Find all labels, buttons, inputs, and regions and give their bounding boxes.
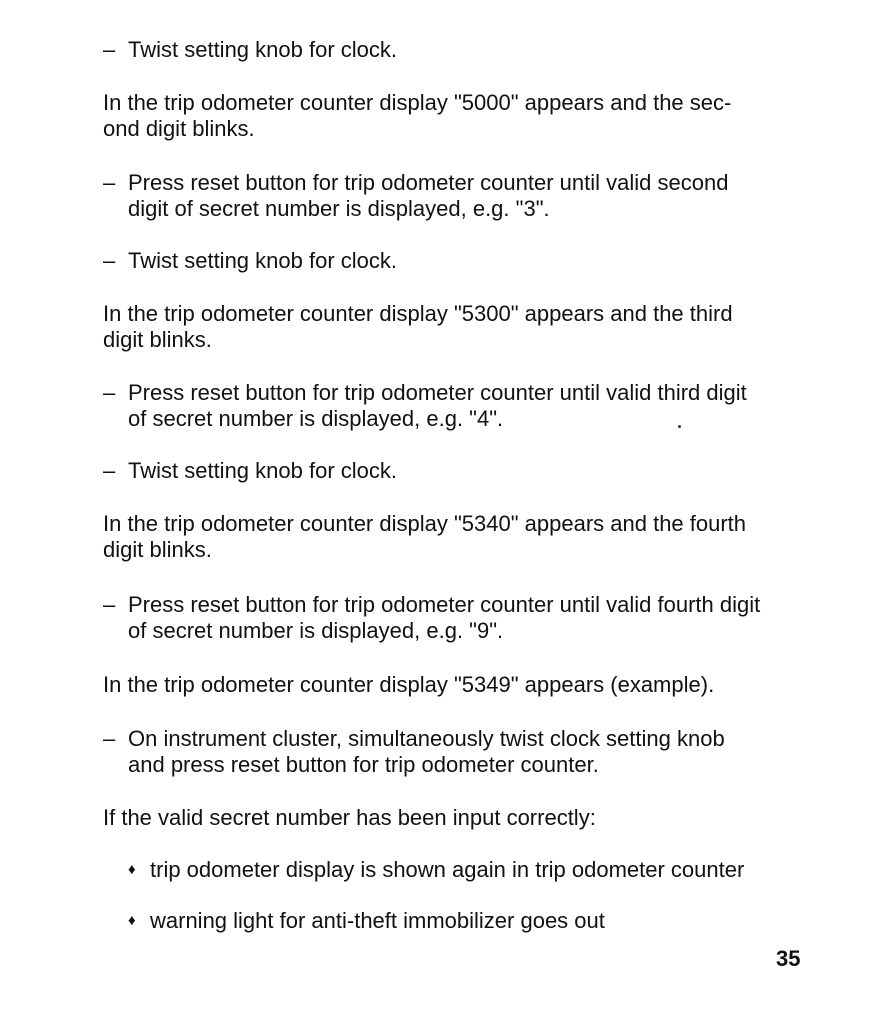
paragraph-line: digit blinks. — [103, 327, 212, 352]
step-twist-knob: Twist setting knob for clock. — [128, 458, 397, 483]
dash-marker: – — [103, 458, 116, 483]
step-press-reset-cont: of secret number is displayed, e.g. "9". — [128, 618, 504, 643]
bullet-marker: ♦ — [128, 861, 136, 878]
paragraph-line: ond digit blinks. — [103, 116, 255, 141]
step-press-reset-cont: of secret number is displayed, e.g. "4". — [128, 406, 504, 431]
dash-marker: – — [103, 592, 116, 617]
step-instrument-cluster-cont: and press reset button for trip odometer counter. — [128, 752, 599, 777]
paragraph-line: In the trip odometer counter display "5300" appears and the third — [103, 301, 733, 326]
paragraph-line: In the trip odometer counter display "5000" appears and the sec- — [103, 90, 732, 115]
dash-marker: – — [103, 37, 116, 62]
dash-marker: – — [103, 248, 116, 273]
step-press-reset-cont: digit of secret number is displayed, e.g. "3". — [128, 196, 550, 221]
paragraph-line: digit blinks. — [103, 537, 212, 562]
step-instrument-cluster: On instrument cluster, simultaneously twist clock setting knob — [128, 726, 725, 751]
dash-marker: – — [103, 170, 116, 195]
step-press-reset: Press reset button for trip odometer counter until valid second — [128, 170, 729, 195]
dash-marker: – — [103, 380, 116, 405]
result-item: trip odometer display is shown again in trip odometer counter — [150, 857, 745, 882]
step-twist-knob: Twist setting knob for clock. — [128, 248, 397, 273]
bullet-marker: ♦ — [128, 912, 136, 929]
step-press-reset: Press reset button for trip odometer counter until valid fourth digit — [128, 592, 761, 617]
page-number: 35 — [776, 946, 801, 971]
step-twist-knob: Twist setting knob for clock. — [128, 37, 397, 62]
condition-line: If the valid secret number has been input correctly: — [103, 805, 596, 830]
paragraph-line: In the trip odometer counter display "5349" appears (example). — [103, 672, 715, 697]
paragraph-line: In the trip odometer counter display "5340" appears and the fourth — [103, 511, 747, 536]
result-item: warning light for anti-theft immobilizer goes out — [150, 908, 605, 933]
scan-speck — [678, 425, 681, 428]
dash-marker: – — [103, 726, 116, 751]
step-press-reset: Press reset button for trip odometer counter until valid third digit — [128, 380, 747, 405]
